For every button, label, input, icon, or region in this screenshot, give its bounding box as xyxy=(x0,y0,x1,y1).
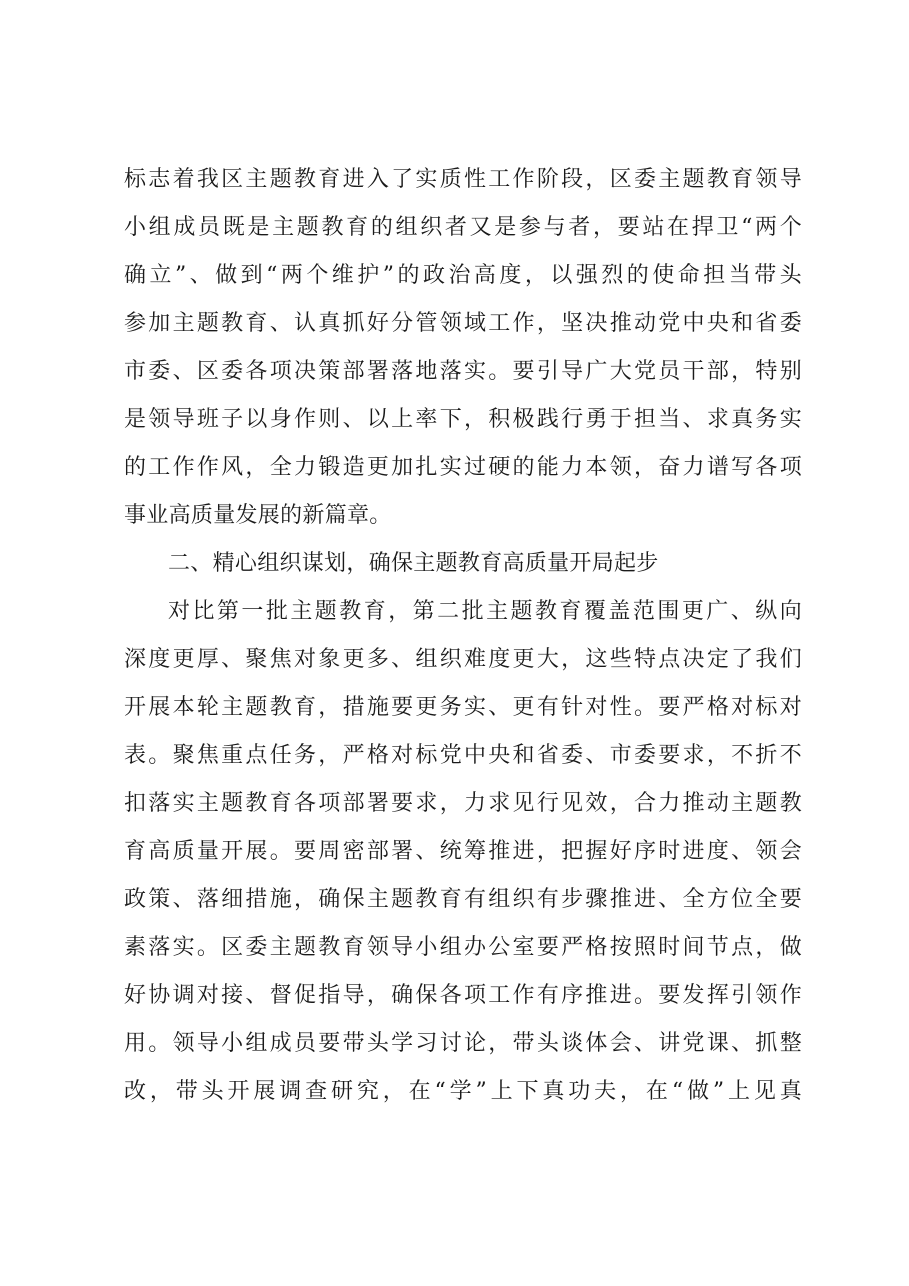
text-line: 标志着我区主题教育进入了实质性工作阶段，区委主题教育领导 xyxy=(124,167,802,192)
text-line: 育高质量开展。要周密部署、统筹推进，把握好序时进度、领会 xyxy=(124,839,802,864)
text-line: 好协调对接、督促指导，确保各项工作有序推进。要发挥引领作 xyxy=(124,983,802,1008)
section-heading: 二、精心组织谋划，确保主题教育高质量开局起步 xyxy=(168,551,659,576)
paragraph-continued xyxy=(124,156,802,540)
text-line: 深度更厚、聚焦对象更多、组织难度更大，这些特点决定了我们 xyxy=(124,647,802,672)
text-line: 开展本轮主题教育，措施要更务实、更有针对性。要严格对标对 xyxy=(124,695,802,720)
text-line: 用。领导小组成员要带头学习讨论，带头谈体会、讲党课、抓整 xyxy=(124,1031,802,1056)
paragraph-section-two xyxy=(124,588,802,1116)
text-line: 改，带头开展调查研究，在“学”上下真功夫，在“做”上见真 xyxy=(124,1079,802,1104)
text-line: 确立”、做到“两个维护”的政治高度，以强烈的使命担当带头 xyxy=(124,263,802,288)
text-line: 表。聚焦重点任务，严格对标党中央和省委、市委要求，不折不 xyxy=(124,743,802,768)
text-line: 的工作作风，全力锻造更加扎实过硬的能力本领，奋力谱写各项 xyxy=(124,455,802,480)
text-line: 事业高质量发展的新篇章。 xyxy=(124,503,392,528)
document-body xyxy=(124,156,802,1116)
text-line: 对比第一批主题教育，第二批主题教育覆盖范围更广、纵向 xyxy=(168,599,802,624)
text-line: 是领导班子以身作则、以上率下，积极践行勇于担当、求真务实 xyxy=(124,407,802,432)
text-line: 参加主题教育、认真抓好分管领域工作，坚决推动党中央和省委 xyxy=(124,311,802,336)
text-line: 市委、区委各项决策部署落地落实。要引导广大党员干部，特别 xyxy=(124,359,802,384)
text-line: 素落实。区委主题教育领导小组办公室要严格按照时间节点，做 xyxy=(124,935,802,960)
text-line: 小组成员既是主题教育的组织者又是参与者，要站在捍卫“两个 xyxy=(124,215,802,240)
text-line: 扣落实主题教育各项部署要求，力求见行见效，合力推动主题教 xyxy=(124,791,802,816)
text-line: 政策、落细措施，确保主题教育有组织有步骤推进、全方位全要 xyxy=(124,887,802,912)
